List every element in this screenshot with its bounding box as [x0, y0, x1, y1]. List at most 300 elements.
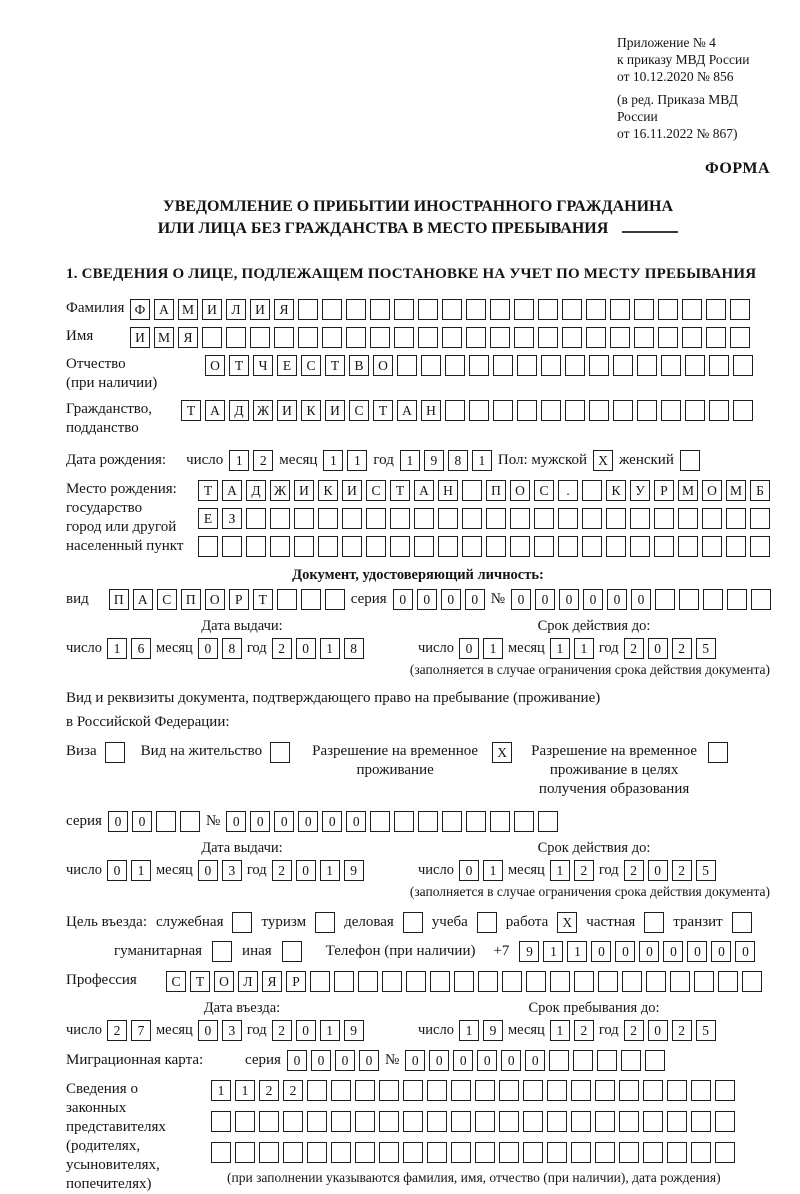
residence-num-box: 0: [226, 811, 246, 832]
profession-char-box: [574, 971, 594, 992]
temp-residence-edu-box: [708, 742, 728, 763]
entry-month-box: 0: [198, 1020, 218, 1041]
identity-vid-box: О: [205, 589, 225, 610]
representatives-char-box: [667, 1111, 687, 1132]
blank-underline: [622, 231, 678, 233]
birthplace-char-box: [198, 536, 218, 557]
migration-seria-cells: [287, 1050, 379, 1071]
option-visa-checkbox: [105, 742, 125, 763]
identity-valid-title: Срок действия до:: [537, 618, 651, 634]
representatives-char-box: [619, 1080, 639, 1101]
birthplace-cells-1: [198, 480, 770, 501]
citizenship-char-box: [613, 400, 633, 421]
residence-valid-day-box: 1: [483, 860, 503, 881]
birthdate-day-cells: [229, 450, 273, 471]
profession-char-box: [334, 971, 354, 992]
name-char-box: [730, 327, 750, 348]
identity-seria-box: 0: [465, 589, 485, 610]
birthplace-char-box: [726, 536, 746, 557]
representatives-char-box: [547, 1080, 567, 1101]
birthplace-cells-2: [198, 508, 770, 529]
representatives-char-box: [595, 1111, 615, 1132]
birthplace-char-box: [486, 508, 506, 529]
birth-day-box: 2: [253, 450, 273, 471]
identity-vid-cells: [109, 589, 345, 610]
identity-valid-day-box: 1: [483, 638, 503, 659]
name-char-box: [538, 327, 558, 348]
residence-issue-year-box: 2: [272, 860, 292, 881]
residence-options: [66, 742, 770, 799]
option-temp-residence-checkbox: [492, 742, 512, 763]
birthplace-char-box: И: [294, 480, 314, 501]
representatives-char-box: [283, 1111, 303, 1132]
birthplace-label-2: государство: [66, 500, 143, 516]
identity-issue-day-box: 1: [107, 638, 127, 659]
surname-char-box: [730, 299, 750, 320]
day-label: число: [66, 862, 102, 878]
migration-seria-box: 0: [335, 1050, 355, 1071]
representatives-label-1: Сведения о: [66, 1081, 138, 1097]
surname-char-box: Л: [226, 299, 246, 320]
representatives-row: [66, 1080, 770, 1194]
name-char-box: [658, 327, 678, 348]
representatives-char-box: [211, 1142, 231, 1163]
representatives-char-box: [211, 1111, 231, 1132]
identity-seria-box: 0: [441, 589, 461, 610]
name-char-box: [322, 327, 342, 348]
representatives-char-box: [355, 1080, 375, 1101]
representatives-char-box: [475, 1142, 495, 1163]
profession-char-box: [622, 971, 642, 992]
birthplace-char-box: [270, 508, 290, 529]
patronymic-char-box: [733, 355, 753, 376]
name-char-box: [298, 327, 318, 348]
purpose-tourism-box: [315, 912, 335, 933]
surname-char-box: [466, 299, 486, 320]
name-char-box: [202, 327, 222, 348]
migration-num-box: [621, 1050, 641, 1071]
representatives-char-box: [451, 1111, 471, 1132]
patronymic-char-box: В: [349, 355, 369, 376]
month-label: месяц: [155, 1022, 193, 1038]
representatives-label-4: (родителях,: [66, 1138, 141, 1154]
purpose-private-label: частная: [586, 914, 636, 930]
name-char-box: М: [154, 327, 174, 348]
birthplace-char-box: [246, 536, 266, 557]
citizenship-char-box: [445, 400, 465, 421]
citizenship-label-1: Гражданство,: [66, 401, 153, 417]
purpose-other-label: иная: [242, 943, 272, 959]
identity-doc-heading: Документ, удостоверяющий личность:: [292, 567, 544, 583]
residence-num-box: 0: [250, 811, 270, 832]
purpose-business-box: [403, 912, 423, 933]
birthdate-row: [66, 450, 770, 471]
identity-issue-month-cells: [198, 638, 242, 659]
surname-char-box: Ф: [130, 299, 150, 320]
month-label: месяц: [507, 1022, 545, 1038]
representatives-char-box: [331, 1080, 351, 1101]
residence-issue-year-box: 1: [320, 860, 340, 881]
purpose-work-box: X: [557, 912, 577, 933]
stay-until-line: [418, 1020, 770, 1041]
birthplace-char-box: [438, 508, 458, 529]
name-char-box: [490, 327, 510, 348]
residence-issue-year-cells: [272, 860, 364, 881]
identity-num-box: [751, 589, 771, 610]
citizenship-char-box: А: [205, 400, 225, 421]
entry-year-box: 0: [296, 1020, 316, 1041]
representatives-cells-1: [211, 1080, 735, 1101]
identity-seria-cells: [393, 589, 485, 610]
representatives-char-box: [643, 1111, 663, 1132]
surname-char-box: Я: [274, 299, 294, 320]
residence-valid-month-cells: [550, 860, 594, 881]
representatives-char-box: 1: [235, 1080, 255, 1101]
identity-num-box: [703, 589, 723, 610]
patronymic-char-box: О: [205, 355, 225, 376]
patronymic-char-box: Ч: [253, 355, 273, 376]
surname-row: [66, 299, 770, 320]
residence-valid-month-box: 1: [550, 860, 570, 881]
residence-num-label: №: [205, 813, 221, 829]
surname-char-box: [490, 299, 510, 320]
patronymic-char-box: [709, 355, 729, 376]
patronymic-char-box: [421, 355, 441, 376]
identity-vid-box: [325, 589, 345, 610]
birthdate-month-cells: [323, 450, 367, 471]
option-residence-permit-label: Вид на жительство: [140, 743, 263, 759]
residence-seria-box: 0: [108, 811, 128, 832]
representatives-char-box: [691, 1080, 711, 1101]
profession-char-box: Т: [190, 971, 210, 992]
citizenship-char-box: А: [397, 400, 417, 421]
citizenship-label: [66, 400, 181, 438]
residence-valid-month-box: 2: [574, 860, 594, 881]
residence-seria-box: 0: [132, 811, 152, 832]
citizenship-row: [66, 400, 770, 438]
residence-num-box: [466, 811, 486, 832]
birthplace-char-box: .: [558, 480, 578, 501]
entry-day-cells: [107, 1020, 151, 1041]
header-reference: [617, 34, 770, 142]
residence-valid-year-box: 2: [624, 860, 644, 881]
name-char-box: [514, 327, 534, 348]
birthplace-char-box: [342, 508, 362, 529]
identity-valid-col: [418, 618, 770, 659]
ref-line: от 10.12.2020 № 856: [617, 69, 734, 84]
residence-num-box: 0: [346, 811, 366, 832]
representatives-char-box: [571, 1080, 591, 1101]
identity-valid-day-cells: [459, 638, 503, 659]
patronymic-char-box: [493, 355, 513, 376]
citizenship-char-box: Ж: [253, 400, 273, 421]
birthplace-char-box: [318, 508, 338, 529]
day-label: число: [418, 1022, 454, 1038]
birthplace-char-box: [438, 536, 458, 557]
representatives-label-5: усыновителях,: [66, 1157, 160, 1173]
representatives-char-box: [355, 1111, 375, 1132]
identity-num-box: 0: [511, 589, 531, 610]
residence-permit-box: [270, 742, 290, 763]
option-visa-label: Виза: [66, 743, 97, 759]
citizenship-label-2: подданство: [66, 420, 139, 436]
identity-dates: [66, 618, 770, 659]
profession-char-box: [406, 971, 426, 992]
profession-char-box: [430, 971, 450, 992]
birthplace-char-box: [582, 508, 602, 529]
migration-num-box: [645, 1050, 665, 1071]
birthdate-day-label: число: [186, 452, 224, 468]
citizenship-char-box: Н: [421, 400, 441, 421]
profession-char-box: [526, 971, 546, 992]
purpose-transit-label: транзит: [673, 914, 723, 930]
representatives-char-box: [667, 1080, 687, 1101]
representatives-char-box: [643, 1142, 663, 1163]
representatives-char-box: [403, 1142, 423, 1163]
profession-char-box: [694, 971, 714, 992]
birthplace-char-box: [750, 536, 770, 557]
forma-label: ФОРМА: [704, 160, 770, 177]
profession-char-box: [502, 971, 522, 992]
profession-label: Профессия: [66, 972, 137, 988]
birthplace-char-box: [342, 536, 362, 557]
stay-until-title: Срок пребывания до:: [528, 1000, 660, 1016]
identity-num-cells: [511, 589, 771, 610]
identity-vid-box: П: [109, 589, 129, 610]
representatives-char-box: [475, 1111, 495, 1132]
representatives-label-3: представителях: [66, 1119, 166, 1135]
birthplace-char-box: С: [366, 480, 386, 501]
surname-cells: [130, 299, 750, 320]
birthplace-char-box: [678, 536, 698, 557]
birthplace-char-box: Т: [198, 480, 218, 501]
purpose-business-label: деловая: [344, 914, 394, 930]
identity-valid-month-cells: [550, 638, 594, 659]
residence-issue-line: [66, 860, 418, 881]
representatives-char-box: [307, 1080, 327, 1101]
representatives-char-box: [619, 1111, 639, 1132]
option-visa: [66, 742, 125, 763]
birthplace-char-box: Д: [246, 480, 266, 501]
phone-digit-box: 0: [639, 941, 659, 962]
identity-issue-year-box: 1: [320, 638, 340, 659]
birthplace-char-box: [510, 536, 530, 557]
surname-char-box: [442, 299, 462, 320]
representatives-char-box: [475, 1080, 495, 1101]
birthplace-char-box: [726, 508, 746, 529]
representatives-char-box: [331, 1142, 351, 1163]
residence-num-box: [418, 811, 438, 832]
birthplace-char-box: И: [342, 480, 362, 501]
name-char-box: [634, 327, 654, 348]
birthplace-cells-3: [198, 536, 770, 557]
birthplace-char-box: [510, 508, 530, 529]
stay-day-box: 1: [459, 1020, 479, 1041]
identity-issue-year-box: 2: [272, 638, 292, 659]
residence-issue-year-box: 0: [296, 860, 316, 881]
profession-char-box: О: [214, 971, 234, 992]
residence-valid-year-box: 5: [696, 860, 716, 881]
month-label: месяц: [155, 862, 193, 878]
birthplace-char-box: [462, 480, 482, 501]
residence-valid-line: [418, 860, 770, 881]
representatives-char-box: [667, 1142, 687, 1163]
identity-vid-box: П: [181, 589, 201, 610]
year-label: год: [598, 1022, 619, 1038]
phone-label: Телефон (при наличии): [325, 943, 476, 959]
stay-year-box: 5: [696, 1020, 716, 1041]
birthplace-char-box: К: [318, 480, 338, 501]
phone-digit-box: 1: [543, 941, 563, 962]
section1-heading: 1. СВЕДЕНИЯ О ЛИЦЕ, ПОДЛЕЖАЩЕМ ПОСТАНОВКЕ НА УЧЕТ ПО МЕСТУ ПРЕБЫВАНИЯ: [66, 266, 757, 282]
representatives-char-box: [499, 1142, 519, 1163]
surname-char-box: [658, 299, 678, 320]
citizenship-char-box: И: [277, 400, 297, 421]
option-residence-permit: [141, 742, 290, 763]
surname-char-box: [418, 299, 438, 320]
identity-seria-box: 0: [393, 589, 413, 610]
birthplace-char-box: [582, 480, 602, 501]
profession-row: [66, 971, 770, 992]
migration-seria-label: серия: [245, 1052, 281, 1068]
birthplace-char-box: [702, 508, 722, 529]
option-temp-residence: [306, 742, 512, 780]
residence-issue-year-box: 9: [344, 860, 364, 881]
migration-num-box: [573, 1050, 593, 1071]
entry-day-box: 2: [107, 1020, 127, 1041]
profession-char-box: [382, 971, 402, 992]
patronymic-label: [66, 355, 205, 393]
sex-female-box: [680, 450, 700, 471]
residence-issue-title: Дата выдачи:: [201, 840, 283, 856]
representatives-char-box: [283, 1142, 303, 1163]
migration-num-box: 0: [453, 1050, 473, 1071]
month-label: месяц: [507, 640, 545, 656]
birth-year-box: 9: [424, 450, 444, 471]
stay-month-box: 2: [574, 1020, 594, 1041]
migration-num-box: 0: [501, 1050, 521, 1071]
phone-digit-box: 9: [519, 941, 539, 962]
identity-issue-day-box: 6: [131, 638, 151, 659]
birthplace-char-box: [678, 508, 698, 529]
residence-issue-month-box: 0: [198, 860, 218, 881]
patronymic-char-box: [565, 355, 585, 376]
migration-num-cells: [405, 1050, 665, 1071]
birthplace-char-box: Р: [654, 480, 674, 501]
entry-date-col: [66, 1000, 418, 1041]
representatives-char-box: [691, 1142, 711, 1163]
citizenship-char-box: [685, 400, 705, 421]
birthplace-char-box: С: [534, 480, 554, 501]
residence-issue-day-cells: [107, 860, 151, 881]
birthplace-char-box: [414, 536, 434, 557]
migration-seria-box: 0: [359, 1050, 379, 1071]
birthplace-char-box: [318, 536, 338, 557]
identity-valid-month-box: 1: [550, 638, 570, 659]
month-label: месяц: [155, 640, 193, 656]
ref-line: от 16.11.2022 № 867): [617, 126, 738, 141]
birthplace-char-box: М: [678, 480, 698, 501]
residence-issue-day-box: 0: [107, 860, 127, 881]
patronymic-char-box: [517, 355, 537, 376]
purpose-humanitarian-checkbox: [212, 941, 232, 962]
birthplace-char-box: П: [486, 480, 506, 501]
patronymic-char-box: [589, 355, 609, 376]
citizenship-cells: [181, 400, 753, 421]
name-char-box: [226, 327, 246, 348]
name-char-box: [370, 327, 390, 348]
residence-num-box: [538, 811, 558, 832]
residence-issue-month-cells: [198, 860, 242, 881]
name-char-box: [586, 327, 606, 348]
name-char-box: [346, 327, 366, 348]
identity-vid-box: [301, 589, 321, 610]
birth-year-box: 1: [400, 450, 420, 471]
phone-digit-box: 1: [567, 941, 587, 962]
identity-num-box: 0: [559, 589, 579, 610]
identity-vid-box: С: [157, 589, 177, 610]
migration-num-box: [597, 1050, 617, 1071]
representatives-char-box: [523, 1111, 543, 1132]
identity-seria-box: 0: [417, 589, 437, 610]
profession-char-box: Л: [238, 971, 258, 992]
month-label: месяц: [507, 862, 545, 878]
name-char-box: [706, 327, 726, 348]
patronymic-label-1: Отчество: [66, 356, 126, 372]
representatives-char-box: [307, 1111, 327, 1132]
title-line-2: [66, 218, 770, 240]
profession-char-box: [598, 971, 618, 992]
day-label: число: [66, 1022, 102, 1038]
birthplace-char-box: Н: [438, 480, 458, 501]
representatives-char-box: [379, 1080, 399, 1101]
birthplace-char-box: Е: [198, 508, 218, 529]
year-label: год: [246, 640, 267, 656]
residence-num-box: [514, 811, 534, 832]
identity-valid-year-box: 2: [672, 638, 692, 659]
birthplace-char-box: А: [414, 480, 434, 501]
name-char-box: Я: [178, 327, 198, 348]
entry-year-cells: [272, 1020, 364, 1041]
birthplace-char-box: М: [726, 480, 746, 501]
patronymic-char-box: [397, 355, 417, 376]
birthplace-char-box: [414, 508, 434, 529]
migration-num-box: 0: [405, 1050, 425, 1071]
entry-dates: [66, 1000, 770, 1041]
birthplace-char-box: [606, 508, 626, 529]
patronymic-label-2: (при наличии): [66, 375, 158, 391]
representatives-char-box: [259, 1111, 279, 1132]
identity-valid-year-box: 0: [648, 638, 668, 659]
residence-issue-month-box: 3: [222, 860, 242, 881]
stay-day-cells: [459, 1020, 503, 1041]
profession-char-box: [454, 971, 474, 992]
residence-num-box: 0: [298, 811, 318, 832]
profession-cells: [166, 971, 762, 992]
birthplace-label-4: населенный пункт: [66, 538, 184, 554]
identity-issue-day-cells: [107, 638, 151, 659]
identity-valid-year-box: 2: [624, 638, 644, 659]
representatives-char-box: [403, 1111, 423, 1132]
representatives-char-box: [499, 1111, 519, 1132]
representatives-char-box: [427, 1142, 447, 1163]
identity-issue-year-cells: [272, 638, 364, 659]
citizenship-char-box: [469, 400, 489, 421]
representatives-char-box: [547, 1142, 567, 1163]
identity-num-box: 0: [583, 589, 603, 610]
identity-valid-year-box: 5: [696, 638, 716, 659]
stay-year-cells: [624, 1020, 716, 1041]
